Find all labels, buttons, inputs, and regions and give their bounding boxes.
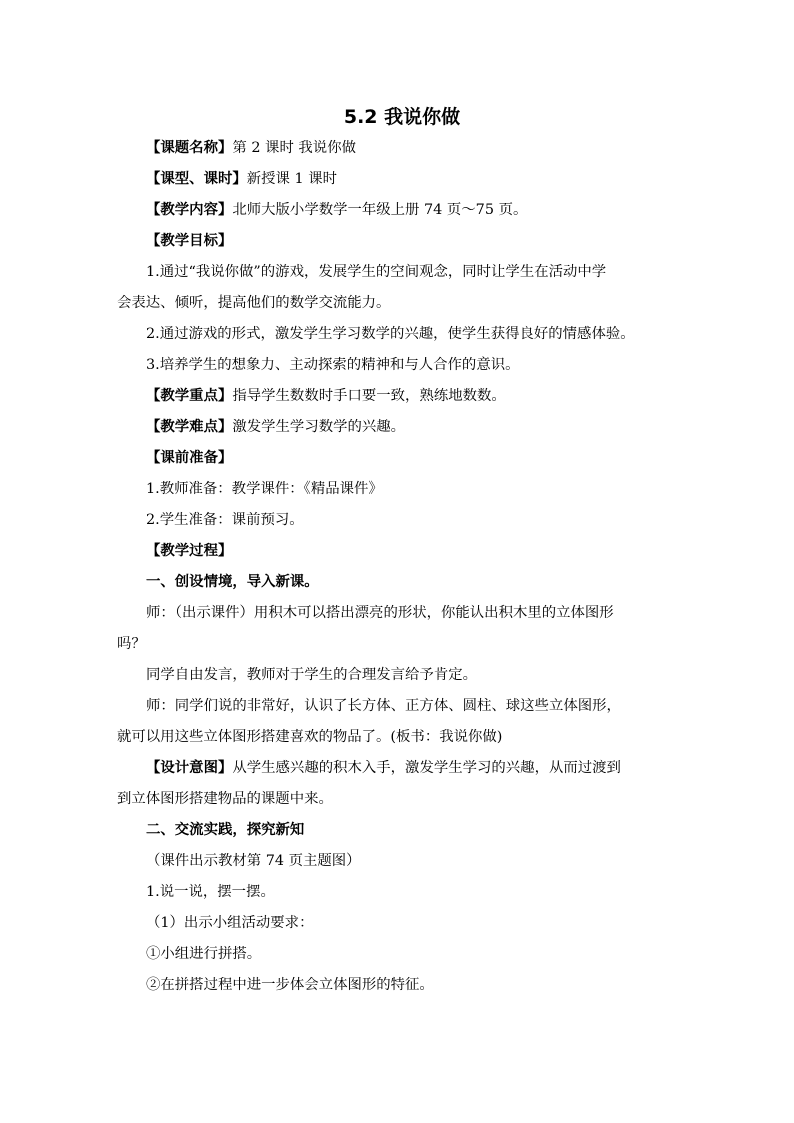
key-point-label: 【教学重点】: [146, 388, 233, 404]
s2-paragraph-1: （课件出示教材第 74 页主题图）: [146, 853, 361, 869]
content-label: 【教学内容】: [146, 202, 233, 218]
course-type-line: [117, 164, 687, 195]
s2-paragraph-5: ②在拼搭过程中进一步体会立体图形的特征。: [146, 977, 434, 993]
s1-paragraph-3-b: 就可以用这些立体图形搭建喜欢的物品了。(板书：我说你做): [117, 729, 503, 745]
section-2-title: 二、交流实践，探究新知: [146, 822, 305, 838]
document-title: 5.2 我说你做: [343, 106, 461, 128]
goal-2: 2.通过游戏的形式，激发学生学习数学的兴趣，使学生获得良好的情感体验。: [146, 326, 635, 342]
course-type-label: 【课型、课时】: [146, 171, 247, 187]
difficulty-line: [117, 412, 687, 443]
goals-heading: 【教学目标】: [146, 233, 233, 249]
process-heading: 【教学过程】: [146, 543, 233, 559]
content-value: 北师大版小学数学一年级上册 74 页～75 页。: [232, 202, 528, 218]
difficulty-value: 激发学生学习数学的兴趣。: [232, 419, 406, 435]
course-name-label: 【课题名称】: [146, 140, 233, 156]
goal-1-line-b: 会表达、倾听，提高他们的数学交流能力。: [117, 295, 391, 311]
difficulty-label: 【教学难点】: [146, 419, 233, 435]
goal-3: 3.培养学生的想象力、主动探索的精神和与人合作的意识。: [146, 357, 520, 373]
prep-heading: 【课前准备】: [146, 450, 233, 466]
s2-paragraph-2: 1.说一说，摆一摆。: [146, 884, 275, 900]
course-type-value: 新授课 1 课时: [246, 171, 338, 187]
s2-paragraph-4: ①小组进行拼搭。: [146, 946, 262, 962]
course-name-line: [117, 133, 687, 164]
prep-item-2: 2.学生准备：课前预习。: [146, 512, 304, 528]
key-point-line: [117, 381, 687, 412]
s1-paragraph-3-a: 师：同学们说的非常好，认识了长方体、正方体、圆柱、球这些立体图形，: [146, 698, 621, 714]
course-name-value: 第 2 课时 我说你做: [232, 140, 356, 156]
s1-paragraph-1-b: 吗？: [117, 636, 146, 652]
section-1-title: 一、创设情境，导入新课。: [146, 574, 319, 590]
document-page: [117, 103, 687, 1001]
key-point-value: 指导学生数数时手口要一致，熟练地数数。: [232, 388, 506, 404]
s1-paragraph-1-a: 师：（出示课件）用积木可以搭出漂亮的形状，你能认出积木里的立体图形: [146, 605, 614, 621]
goal-1-line-a: 1.通过“我说你做”的游戏，发展学生的空间观念，同时让学生在活动中学: [146, 264, 607, 280]
s1-paragraph-2: 同学自由发言，教师对于学生的合理发言给予肯定。: [146, 667, 477, 683]
design-intent-value: 从学生感兴趣的积木入手，激发学生学习的兴趣，从而过渡到: [232, 760, 621, 776]
prep-item-1: 1.教师准备：教学课件：《精品课件》: [146, 481, 383, 497]
content-line: [117, 195, 687, 226]
design-intent-line: [117, 753, 687, 784]
design-intent-line-b: 到立体图形搭建物品的课题中来。: [117, 791, 333, 807]
s2-paragraph-3: （1）出示小组活动要求：: [146, 915, 314, 931]
design-intent-label: 【设计意图】: [146, 760, 233, 776]
